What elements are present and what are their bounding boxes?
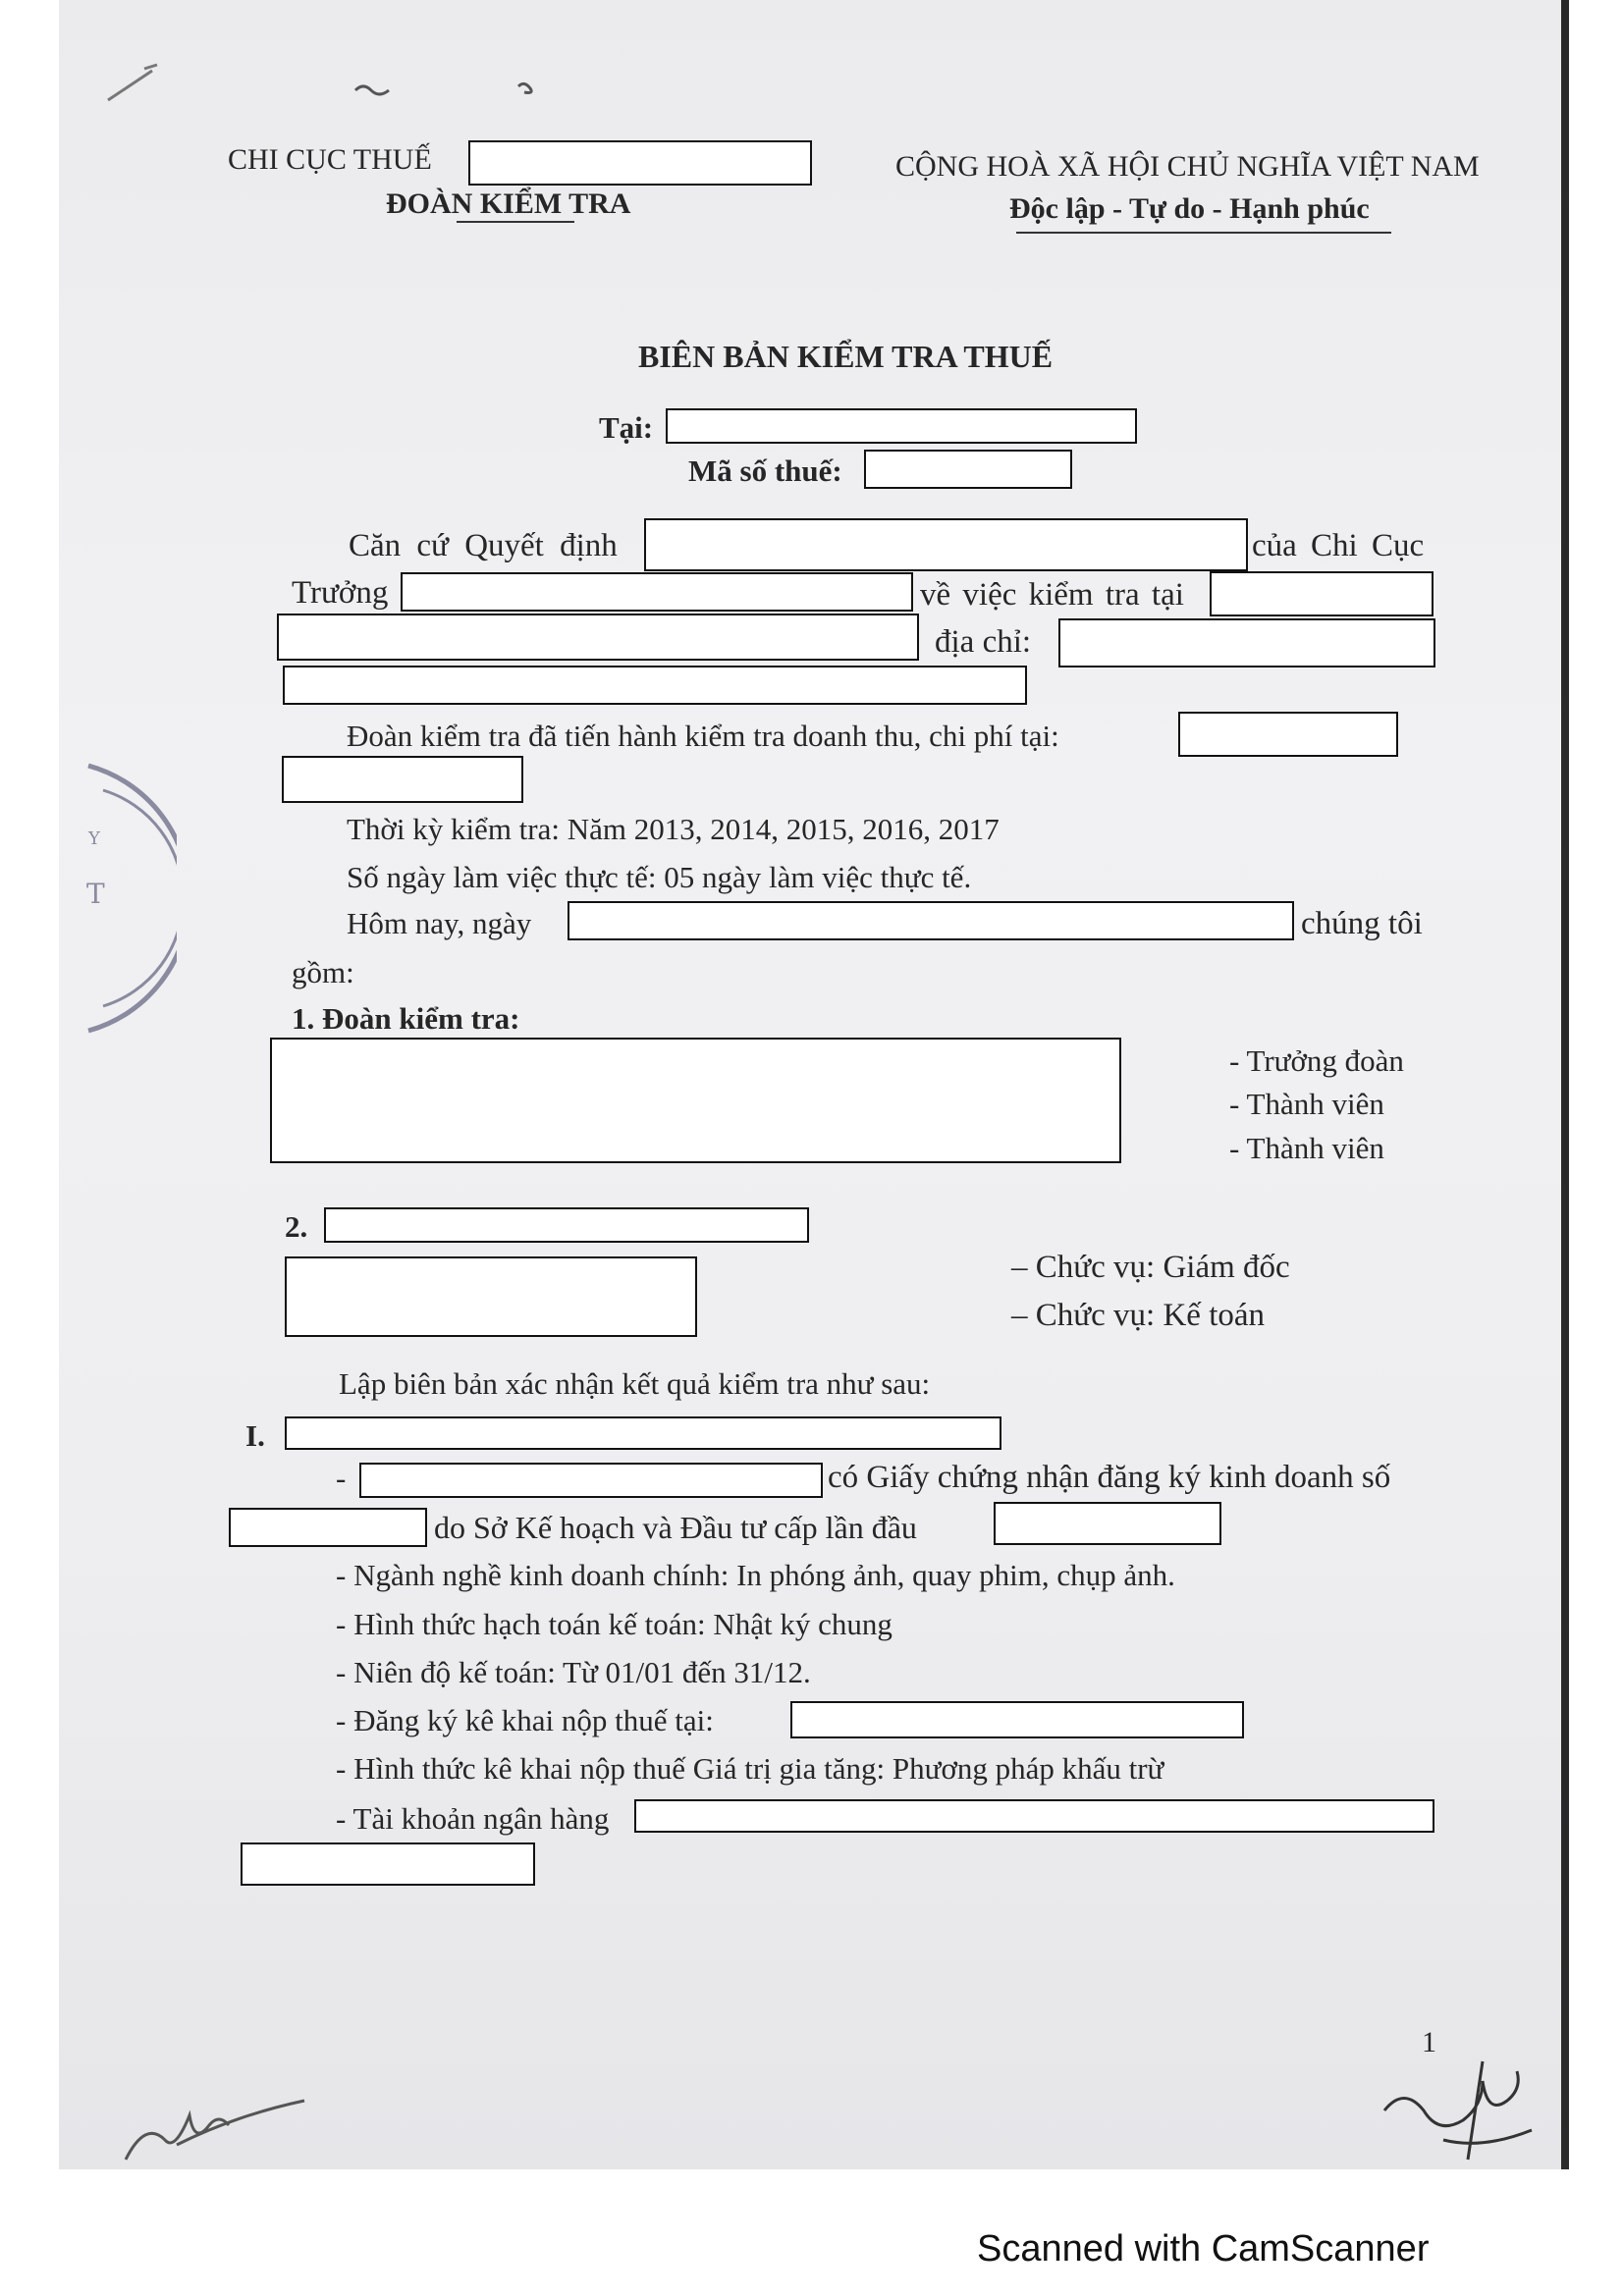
inspection-period: Thời kỳ kiểm tra: Năm 2013, 2014, 2015, 2016, 2017 — [347, 812, 1000, 846]
accounting-form: - Hình thức hạch toán kế toán: Nhật ký chung — [336, 1607, 893, 1641]
issued-by: do Sở Kế hoạch và Đầu tư cấp lần đầu — [434, 1510, 917, 1545]
business-line: - Ngành nghề kinh doanh chính: In phóng ảnh, quay phim, chụp ảnh. — [336, 1558, 1175, 1592]
redacted-issue-date — [994, 1502, 1221, 1545]
ink-smudge — [353, 79, 550, 103]
redacted-bank-line — [241, 1842, 535, 1886]
page-edge-shadow — [1561, 0, 1569, 2169]
country-name: CỘNG HOÀ XÃ HỘI CHỦ NGHĨA VIỆT NAM — [895, 150, 1480, 183]
role-member-1: - Thành viên — [1229, 1087, 1384, 1121]
redacted-address-line — [283, 666, 1027, 705]
document-title: BIÊN BẢN KIỂM TRA THUẾ — [638, 339, 1054, 374]
head-label: Trưởng — [292, 575, 389, 611]
vat-method: - Hình thức kê khai nộp thuế Giá trị gia tăng: Phương pháp khấu trừ — [336, 1751, 1164, 1786]
redacted-company-rep — [324, 1207, 809, 1243]
redacted-location — [666, 408, 1137, 444]
role-director: – Chức vụ: Giám đốc — [1011, 1250, 1290, 1285]
cert-dash: - — [336, 1461, 347, 1495]
redacted-decision — [644, 518, 1248, 571]
svg-text:Y: Y — [88, 828, 100, 849]
redacted-head-name — [401, 572, 913, 612]
inspection-at: về việc kiểm tra tại — [920, 577, 1184, 613]
redacted-company-cert — [359, 1463, 823, 1498]
section1-title: 1. Đoàn kiểm tra: — [292, 1001, 520, 1036]
redacted-company-line — [277, 614, 919, 661]
signature-right — [1375, 2052, 1551, 2169]
cert-text: có Giấy chứng nhận đăng ký kinh doanh số — [828, 1460, 1391, 1495]
address-label: địa chỉ: — [935, 624, 1032, 660]
bank-account: - Tài khoản ngân hàng — [336, 1801, 610, 1836]
working-days: Số ngày làm việc thực tế: 05 ngày làm việc thực tế. — [347, 860, 972, 894]
national-motto: Độc lập - Tự do - Hạnh phúc — [1009, 192, 1370, 225]
record-intro: Lập biên bản xác nhận kết quả kiểm tra như sau: — [339, 1366, 931, 1401]
camscanner-watermark: Scanned with CamScanner — [977, 2228, 1430, 2269]
role-accountant: – Chức vụ: Kế toán — [1011, 1298, 1266, 1333]
page-number: 1 — [1422, 2026, 1436, 2058]
redacted-tax-office-reg — [790, 1701, 1244, 1738]
redacted-company — [1210, 571, 1434, 616]
role-member-2: - Thành viên — [1229, 1131, 1384, 1165]
today-prefix: Hôm nay, ngày — [347, 906, 532, 940]
team-performed-text: Đoàn kiểm tra đã tiến hành kiểm tra doanh thu, chi phí tại: — [347, 719, 1059, 753]
redacted-team-members — [270, 1038, 1121, 1163]
motto-underline — [1016, 232, 1391, 234]
decision-prefix: Căn cứ Quyết định — [349, 528, 618, 563]
location-label: Tại: — [599, 410, 654, 445]
initials-signature-left — [118, 2091, 324, 2169]
tax-registration: - Đăng ký kê khai nộp thuế tại: — [336, 1703, 714, 1737]
redacted-date — [568, 901, 1294, 940]
section2-number: 2. — [285, 1209, 308, 1244]
consist-of: gồm: — [292, 955, 354, 989]
heading-underline — [457, 221, 574, 223]
redacted-rep-names — [285, 1256, 697, 1337]
fiscal-year: - Niên độ kế toán: Từ 01/01 đến 31/12. — [336, 1655, 811, 1689]
tax-office-name: CHI CỤC THUẾ — [228, 143, 432, 176]
today-suffix: chúng tôi — [1301, 906, 1423, 941]
redacted-cert-number — [229, 1508, 427, 1547]
redacted-address — [1058, 618, 1435, 667]
decision-suffix: của Chi Cục — [1252, 528, 1425, 563]
redacted-sectionI-title — [285, 1416, 1001, 1450]
redacted-tax-code — [864, 450, 1072, 489]
corner-pen-mark — [103, 61, 162, 105]
sectionI-numeral: I. — [245, 1418, 265, 1453]
official-stamp — [59, 756, 177, 1041]
redacted-performed-at — [1178, 712, 1398, 757]
tax-code-label: Mã số thuế: — [688, 454, 842, 488]
redacted-bank-account — [634, 1799, 1434, 1833]
svg-text:T: T — [86, 878, 105, 910]
inspection-team-heading: ĐOÀN KIỂM TRA — [386, 187, 631, 220]
redacted-performed-line — [282, 756, 523, 803]
redacted-tax-office — [468, 140, 812, 186]
role-team-leader: - Trưởng đoàn — [1229, 1043, 1404, 1078]
